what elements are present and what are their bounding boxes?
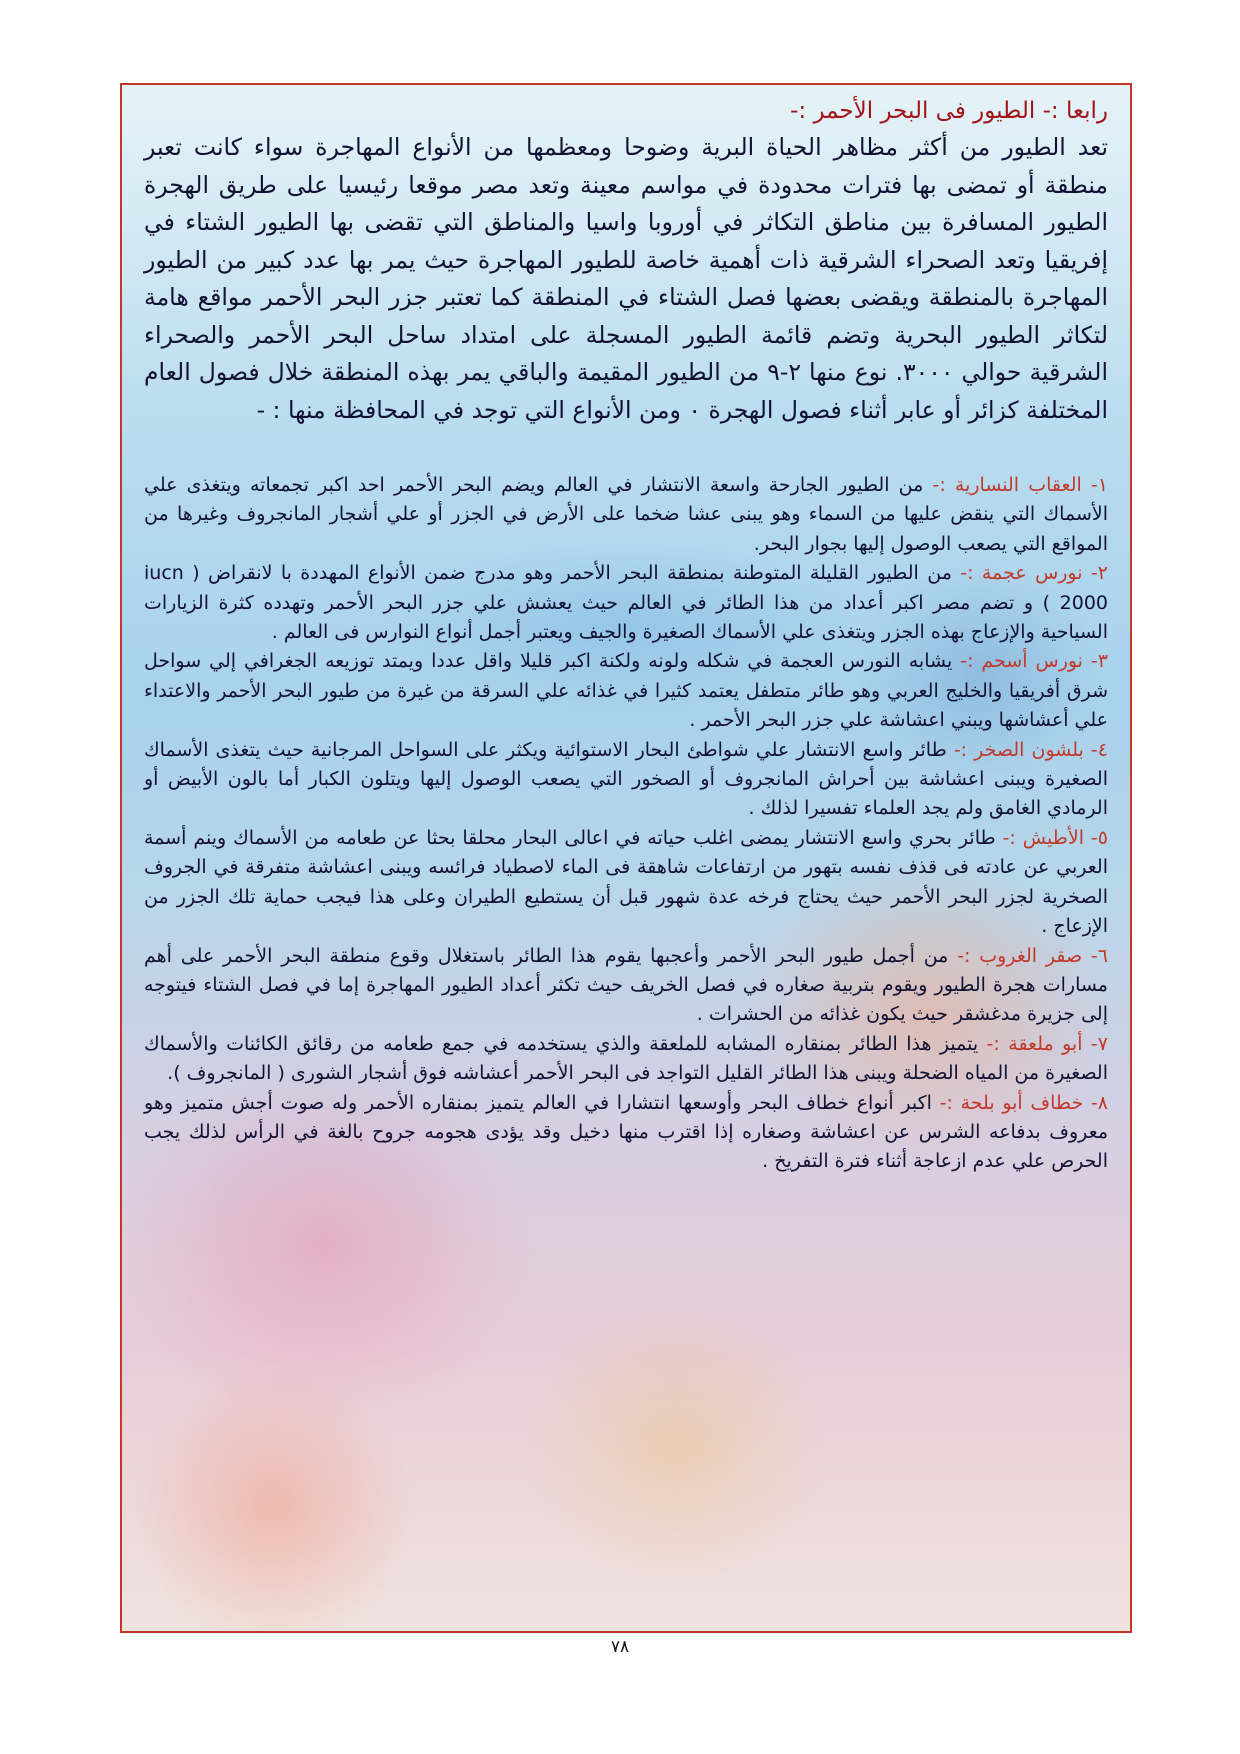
page-content — [144, 93, 1108, 1177]
entry-text: طائر بحري واسع الانتشار يمضى اغلب حياته في اعالى البحار محلقا بحثا عن طعامه من الأسماك وينم أسمة العربي عن عادته فى قذف نفسه بتهور من ارتفاعات شاهقة فى الماء لاصطياد فرائسه ويبنى اعشاشة متفرقة في الجروف الصخرية لجزر البحر الأحمر حيث يحتاج فرخه عدة شهور قبل أن يستطيع الطيران وعلى هذا فيجب حماية تلك الجزر من الإزعاج . — [144, 826, 1108, 938]
entry-text: من أجمل طيور البحر الأحمر وأعجبها يقوم هذا الطائر باستغلال وقوع منطقة البحر الأحمر على أهم مسارات هجرة الطيور ويقوم بتربية صغاره في فصل الخريف حيث تكثر أعداد الطيور المهاجرة إما في فصل الشتاء فيتوجه إلى جزيرة مدغشقر حيث يكون غذائه من الحشرات . — [144, 944, 1108, 1026]
intro-paragraph: تعد الطيور من أكثر مظاهر الحياة البرية وضوحا ومعظمها من الأنواع المهاجرة سواء كانت تعبر منطقة أو تمضى بها فترات محدودة في مواسم معينة وتعد مصر موقعا رئيسيا على طريق الهجرة الطيور المسافرة بين مناطق التكاثر في أوروبا واسيا والمناطق التي تقضى بها الطيور الشتاء في إفريقيا وتعد الصحراء الشرقية ذات أهمية خاصة للطيور المهاجرة حيث يمر بها عدد كبير من الطيور المهاجرة بالمنطقة ويقضى بعضها فصل الشتاء في المنطقة كما تعتبر جزر البحر الأحمر مواقع هامة لتكاثر الطيور البحرية وتضم قائمة الطيور المسجلة على امتداد ساحل البحر الأحمر والصحراء الشرقية حوالي ٣٠٠٠. نوع منها ٢-٩ من الطيور المقيمة والباقي يمر بهذه المنطقة خلال فصول العام المختلفة كزائر أو عابر أثناء فصول الهجرة ٠ ومن الأنواع التي توجد في المحافظة منها : - — [144, 133, 1108, 424]
entry-title: ٢- نورس عجمة :- — [960, 562, 1108, 585]
bird-entry-sooty-falcon — [144, 942, 1108, 1030]
entry-text: من الطيور الجارحة واسعة الانتشار في العالم ويضم البحر الأحمر احد اكبر تجمعاته ويتغذى علي الأسماك التي ينقض عليها من السماء وهو يبنى عشا ضخما على الأرض في الجزر أو علي أشجار المانجروف وغيرها من المواقع التي يصعب الوصول إليها بجوار البحر. — [144, 474, 1108, 555]
entry-text: يشابه النورس العجمة في شكله ولونه ولكنة اكبر قليلا واقل عددا ويمتد توزيعه الجغرافي إلي سواحل شرق أفريقيا والخليج العربي وهو طائر متطفل يعتمد كثيرا في غذائه علي السرقة من غيرة من طيور البحر الأحمر والاعتداء علي أعشاشها ويبني اعشاشة علي جزر البحر الأحمر . — [144, 650, 1108, 732]
page-frame — [120, 83, 1132, 1633]
section-title: رابعا :- الطيور فى البحر الأحمر :- — [790, 98, 1108, 124]
bird-entry-osprey — [144, 471, 1108, 559]
bird-entry-booby — [144, 824, 1108, 942]
spacer — [144, 429, 1108, 471]
bird-entry-sooty-gull — [144, 647, 1108, 735]
entry-title: ٤- بلشون الصخر :- — [953, 738, 1109, 761]
entry-title: ٥- الأطيش :- — [1002, 826, 1108, 849]
entry-text: من الطيور القليلة المتوطنة بمنطقة البحر الأحمر وهو مدرج ضمن الأنواع المهددة با لانقراض ( iucn 2000 ) و تضم مصر اكبر أعداد من هذا الطائر في العالم حيث يعشش علي جزر البحر الأحمر وتهدده كثرة الزيارات السياحية والإزعاج بهذه الجزر ويتغذى علي الأسماك الصغيرة والجيف ويعتبر أجمل أنواع النوارس فى العالم . — [144, 562, 1108, 644]
entry-title: ٦- صقر الغروب :- — [957, 944, 1108, 967]
entry-title: ٣- نورس أسحم :- — [960, 650, 1109, 673]
entry-text: اكبر أنواع خطاف البحر وأوسعها انتشارا في العالم يتميز بمنقاره الأحمر وله صوت أجش متميز وهو معروف بدفاعه الشرس عن اعشاشة وصغاره إذا اقترب منها دخيل وقد يؤدى هجومه جروح بالغة في الرأس لذلك يجب الحرص علي عدم ازعاجة أثناء فترة التفريخ . — [144, 1091, 1108, 1173]
entry-text: طائر واسع الانتشار علي شواطئ البحار الاستوائية ويكثر على السواحل المرجانية حيث يتغذى الأسماك الصغيرة ويبنى اعشاشة بين أحراش المانجروف أو الصخور التي يصعب الوصول إليها ويتلون الكبار أما بالون الأبيض أو الرمادي الغامق ولم يجد العلماء تفسيرا لذلك . — [144, 738, 1108, 820]
entry-text: يتميز هذا الطائر بمنقاره المشابه للملعقة والذي يستخدمه في جمع طعامه من رقائق الكائنات والأسماك الصغيرة من المياه الضحلة ويبنى هذا الطائر القليل التواجد فى البحر الأحمر أعشاشه فوق أشجار الشورى ( المانجروف ). — [144, 1032, 1108, 1085]
bird-entry-spoonbill — [144, 1030, 1108, 1089]
entry-title: ٨- خطاف أبو بلحة :- — [939, 1091, 1108, 1114]
entry-title: ٧- أبو ملعقة :- — [986, 1032, 1108, 1055]
page-number: ٧٨ — [610, 1637, 630, 1657]
bird-entry-reef-heron — [144, 736, 1108, 824]
bird-entry-caspian-tern — [144, 1089, 1108, 1177]
entry-title: ١- العقاب النسارية :- — [932, 474, 1108, 496]
bird-entry-white-eyed-gull — [144, 559, 1108, 647]
